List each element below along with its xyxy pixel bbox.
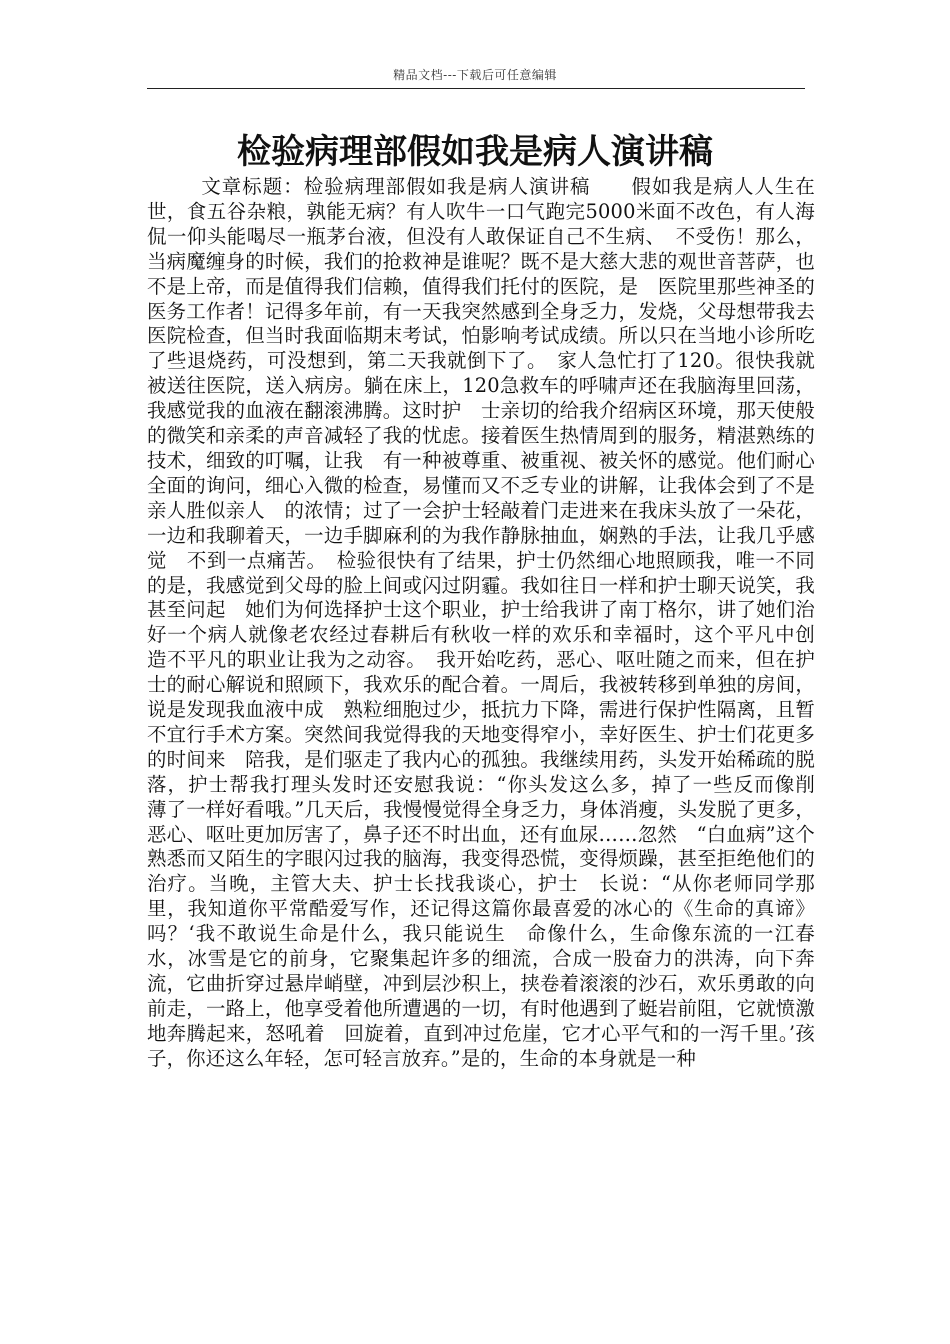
header-note: 精品文档---下载后可任意编辑	[393, 68, 557, 82]
document-title: 检验病理部假如我是病人演讲稿	[237, 132, 713, 172]
header-divider	[147, 88, 805, 89]
document-body: 文章标题：检验病理部假如我是病人演讲稿 假如我是病人人生在世，食五谷杂粮，孰能无病？有人吹牛一口气跑完5000米面不改色，有人海侃一仰头能喝尽一瓶茅台液，但没有人敢保证自己不生病、 不受伤！那么，当病魔缠身的时候，我们的抢救神是谁呢？既不是大慈大悲的观世音菩萨，也不是上帝，而是值得我们信赖，值得我们托付的医院，是 医院里那些神圣的医务工作者！记得多年前，有一天我突然感到全身乏力，发烧，父母想带我去医院检查，但当时我面临期末考试，怕影响考试成绩。所以只在当地小诊所吃 了些退烧药，可没想到，第二天我就倒下了。 家人急忙打了120。很快我就被送往医院，送入病房。躺在床上，120急救车的呼啸声还在我脑海里回荡，我感觉我的血液在翻滚沸腾。这时护 士亲切的给我介绍病区环境，那天使般的微笑和亲柔的声音减轻了我的忧虑。接着医生热情周到的服务，精湛熟练的技术，细致的叮嘱，让我 有一种被尊重、被重视、被关怀的感觉。他们耐心全面的询问，细心入微的检查，易懂而又不乏专业的讲解，让我体会到了不是亲人胜似亲人 的浓情；过了一会护士轻敲着门走进来在我床头放了一朵花，一边和我聊着天，一边手脚麻利的为我作静脉抽血，娴熟的手法，让我几乎感觉 不到一点痛苦。 检验很快有了结果，护士仍然细心地照顾我，唯一不同的是，我感觉到父母的脸上间或闪过阴霾。我如往日一样和护士聊天说笑，我甚至问起 她们为何选择护士这个职业，护士给我讲了南丁格尔，讲了她们治好一个病人就像老农经过春耕后有秋收一样的欢乐和幸福时，这个平凡中创 造不平凡的职业让我为之动容。 我开始吃药，恶心、呕吐随之而来，但在护士的耐心解说和照顾下，我欢乐的配合着。一周后，我被转移到单独的房间，说是发现我血液中成 熟粒细胞过少，抵抗力下降，需进行保护性隔离，且暂不宜行手术方案。突然间我觉得我的天地变得窄小，幸好医生、护士们花更多的时间来 陪我，是们驱走了我内心的孤独。我继续用药，头发开始稀疏的脱落，护士帮我打理头发时还安慰我说：“你头发这么多，掉了一些反而像削 薄了一样好看哦。”几天后，我慢慢觉得全身乏力，身体消瘦，头发脱了更多，恶心、呕吐更加厉害了，鼻子还不时出血，还有血尿……忽然 “白血病”这个熟悉而又陌生的字眼闪过我的脑海，我变得恐慌，变得烦躁，甚至拒绝他们的治疗。当晚，主管大夫、护士长找我谈心，护士 长说：“从你老师同学那里，我知道你平常酷爱写作，还记得这篇你最喜爱的冰心的《生命的真谛》吗？‘我不敢说生命是什么，我只能说生 命像什么，生命像东流的一江春水，冰雪是它的前身，它聚集起许多的细流，合成一股奋力的洪涛，向下奔流，它曲折穿过悬岸峭壁，冲到层沙积上，挟卷着滚滚的沙石，欢乐勇敢的向前走，一路上，他享受着他所遭遇的一切，有时他遇到了蜓岩前阻，它就愤激地奔腾起来，怒吼着 回旋着，直到冲过危崖，它才心平气和的一泻千里。’孩子，你还这么年轻，怎可轻言放弃。”是的，生命的本身就是一种	[147, 175, 835, 1070]
